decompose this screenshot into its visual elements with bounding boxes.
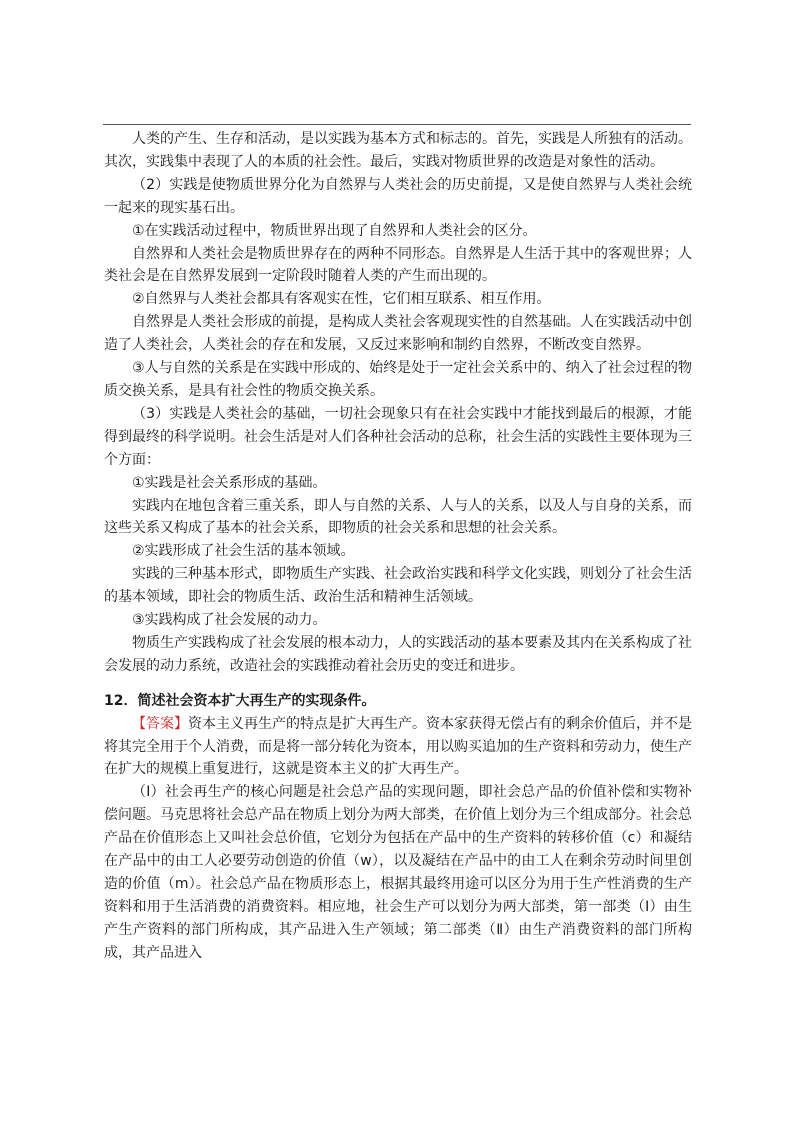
question-heading: [104, 690, 692, 713]
answer-text: 资本主义再生产的特点是扩大再生产。资本家获得无偿占有的剩余价值后，并不是将其完全用于个人消费，而是将一部分转化为资本，用以购买追加的生产资料和劳动力，使生产在扩大的规模上重复进行，这就是资本主义的扩大再生产。: [104, 715, 692, 778]
body-paragraph: ①在实践活动过程中，物质世界出现了自然界和人类社会的区分。: [132, 222, 537, 239]
body-paragraph: ③实践构成了社会发展的动力。: [132, 612, 327, 629]
question-number: 12．: [104, 692, 138, 709]
body-paragraph: ③人与自然的关系是在实践中形成的、始终是处于一定社会关系中的、纳入了社会过程的物质交换关系，是具有社会性的物质交换关系。: [104, 360, 692, 399]
answer-paragraph: [104, 713, 692, 782]
body-paragraph: （3）实践是人类社会的基础，一切社会现象只有在社会实践中才能找到最后的根源，才能得到最终的科学说明。社会生活是对人们各种社会活动的总称，社会生活的实践性主要体现为三个方面：: [104, 405, 692, 468]
body-paragraph: 自然界和人类社会是物质世界存在的两种不同形态。自然界是人生活于其中的客观世界；人类社会是在自然界发展到一定阶段时随着人类的产生而出现的。: [104, 245, 692, 285]
body-paragraph: （2）实践是使物质世界分化为自然界与人类社会的历史前提，又是使自然界与人类社会统一起来的现实基石出。: [104, 176, 692, 216]
header-rule: [103, 124, 691, 125]
body-paragraph: ②自然界与人类社会都具有客观实在性，它们相互联系、相互作用。: [132, 291, 551, 308]
body-paragraph: ①实践是社会关系形成的基础。: [132, 474, 327, 491]
body-paragraph: 人类的产生、生存和活动，是以实践为基本方式和标志的。首先，实践是人所独有的活动。其次，实践集中表现了人的本质的社会性。最后，实践对物质世界的改造是对象性的活动。: [104, 131, 692, 170]
body-paragraph: 自然界是人类社会形成的前提，是构成人类社会客观现实性的自然基础。人在实践活动中创造了人类社会，人类社会的存在和发展，又反过来影响和制约自然界，不断改变自然界。: [104, 314, 692, 354]
document-body: [104, 128, 692, 965]
question-title: 简述社会资本扩大再生产的实现条件。: [137, 692, 376, 709]
body-paragraph: 实践的三种基本形式，即物质生产实践、社会政治实践和科学文化实践，则划分了社会生活的基本领域，即社会的物质生活、政治生活和精神生活领域。: [104, 566, 692, 606]
body-paragraph: ②实践形成了社会生活的基本领域。: [132, 543, 355, 560]
answer-body-paragraph: （Ⅰ）社会再生产的核心问题是社会总产品的实现问题，即社会总产品的价值补偿和实物补偿问题。马克思将社会总产品在物质上划分为两大部类，在价值上划分为三个组成部分。社会总产品在价值形态上又叫社会总价值，它划分为包括在产品中的生产资料的转移价值（c）和凝结在产品中的由工人必要劳动创造的价值（w），以及凝结在产品中的由工人在剩余劳动时间里创造的价值（m）。社会总产品在物质形态上，根据其最终用途可以区分为用于生产性消费的生产资料和用于生活消费的消费资料。相应地，社会生产可以划分为两大部类，第一部类（Ⅰ）由生产生产资料的部门所构成，其产品进入生产领域；第二部类（Ⅱ）由生产消费资料的部门所构成，其产品进入: [104, 784, 692, 961]
body-paragraph: 物质生产实践构成了社会发展的根本动力，人的实践活动的基本要素及其内在关系构成了社会发展的动力系统，改造社会的实践推动着社会历史的变迁和进步。: [104, 634, 692, 674]
answer-tag: 【答案】: [132, 715, 188, 732]
body-paragraph: 实践内在地包含着三重关系，即人与自然的关系、人与人的关系，以及人与自身的关系，而这些关系又构成了基本的社会关系，即物质的社会关系和思想的社会关系。: [104, 497, 692, 537]
